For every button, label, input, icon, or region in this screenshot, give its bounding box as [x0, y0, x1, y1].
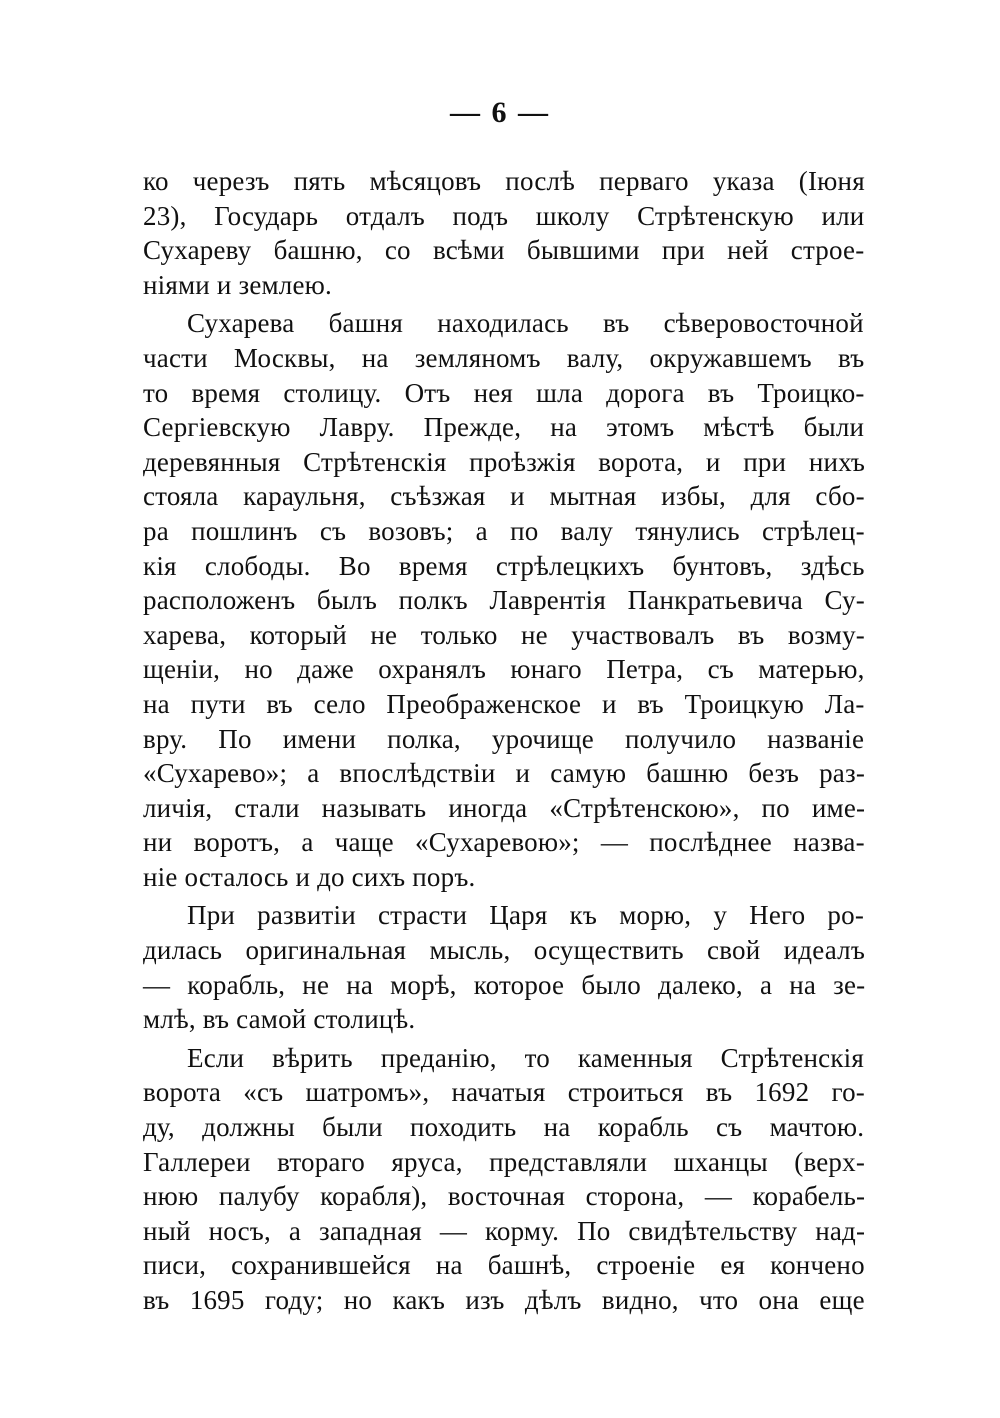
text-line: ніями и землею. — [143, 269, 332, 300]
paragraph-3 — [143, 898, 866, 1036]
text-line: стояла караульня, съѣзжая и мытная избы, для сбо- — [143, 481, 865, 512]
paragraph-4 — [143, 1041, 866, 1318]
text-line: писи, сохранившейся на башнѣ, строеніе ея кончено — [143, 1250, 865, 1281]
text-line: ніе осталось и до сихъ поръ. — [143, 861, 476, 892]
text-line: 23), Государь отдалъ подъ школу Стрѣтенскую или — [143, 200, 865, 231]
text-line: млѣ, въ самой столицѣ. — [143, 1004, 416, 1035]
text-line: щеніи, но даже охранялъ юнаго Петра, съ матерью, — [143, 654, 865, 685]
text-line: При развитіи страсти Царя къ морю, у Него ро- — [187, 900, 865, 931]
text-line: Галлереи втораго яруса, представляли шханцы (верх- — [143, 1146, 866, 1177]
text-line: «Сухарево»; а впослѣдствіи и самую башню безъ раз- — [143, 758, 866, 789]
text-line: части Москвы, на земляномъ валу, окружавшемъ въ — [143, 342, 865, 373]
body-text — [143, 164, 866, 1318]
text-line: расположенъ былъ полкъ Лаврентія Панкратьевича Су- — [143, 585, 865, 616]
text-line: ворота «съ шатромъ», начатыя строиться въ 1692 го- — [143, 1077, 865, 1108]
text-line: на пути въ село Преображенское и въ Троицкую Ла- — [143, 688, 865, 719]
page-number: — 6 — — [450, 96, 550, 129]
text-line: ко черезъ пять мѣсяцовъ послѣ перваго указа (Іюня — [143, 166, 865, 196]
text-line: — корабль, не на морѣ, которое было далеко, а на зе- — [143, 969, 866, 1000]
text-line: то время столицу. Отъ нея шла дорога въ Троицко- — [143, 377, 865, 408]
text-line: личія, стали называть иногда «Стрѣтенскою», по име- — [143, 792, 866, 823]
text-line: Сухарева башня находилась въ сѣверовосточной — [187, 308, 864, 339]
text-line: нюю палубу корабля), восточная сторона, — корабель- — [143, 1181, 866, 1212]
text-line: Сергіевскую Лавру. Прежде, на этомъ мѣстѣ были — [143, 412, 865, 443]
text-line: ни воротъ, а чаще «Сухаревою»; — послѣднее назва- — [143, 827, 865, 858]
text-line: деревянныя Стрѣтенскія проѣзжія ворота, и при нихъ — [143, 446, 865, 477]
text-line: Если вѣрить преданію, то каменныя Стрѣтенскія — [187, 1042, 865, 1073]
text-line: дилась оригинальная мысль, осуществить свой идеалъ — [143, 935, 866, 966]
text-line: Сухареву башню, со всѣми бывшими при ней строе- — [143, 235, 865, 266]
text-line: вру. По имени полка, урочище получило названіе — [143, 723, 865, 754]
text-line: харева, который не только не участвовалъ въ возму- — [143, 619, 865, 650]
text-line: въ 1695 году; но какъ изъ дѣлъ видно, что она еще — [143, 1285, 865, 1315]
text-line: кія слободы. Во время стрѣлецкихъ бунтовъ, здѣсь — [143, 550, 865, 581]
text-line: ду, должны были походить на корабль съ мачтою. — [143, 1112, 865, 1143]
paragraph-2 — [143, 306, 866, 894]
text-line: ра пошлинъ съ возовъ; а по валу тянулись стрѣлец- — [143, 515, 865, 546]
text-line: ный носъ, а западная — корму. По свидѣтельству над- — [143, 1215, 866, 1246]
paragraph-1 — [143, 164, 865, 302]
